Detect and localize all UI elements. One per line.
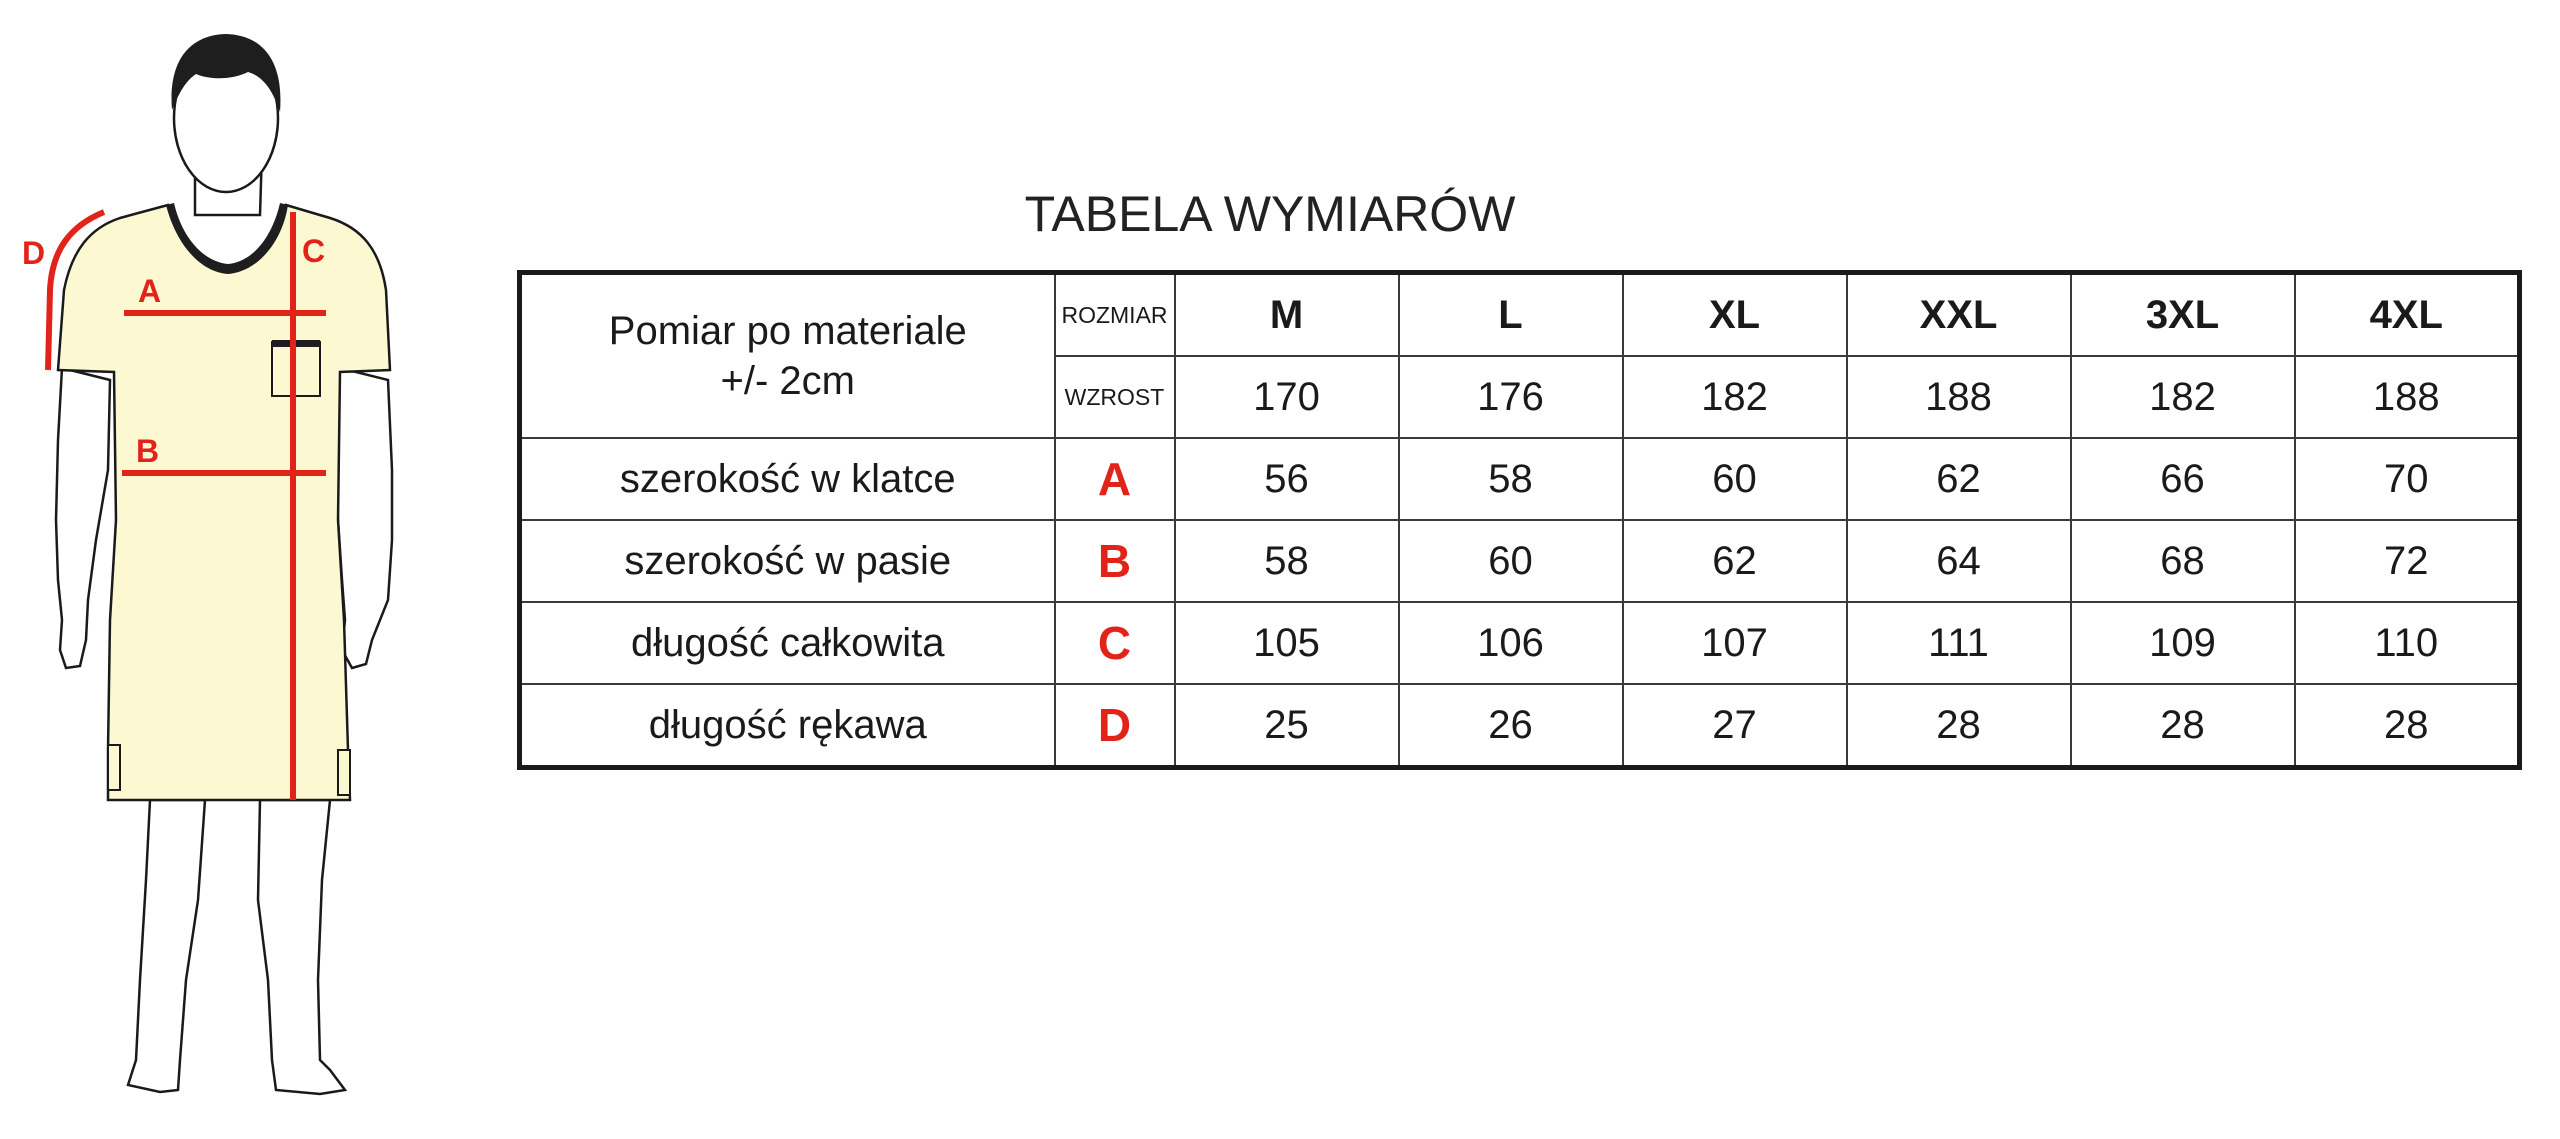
row-label: szerokość w pasie	[520, 520, 1055, 602]
height-value: 170	[1175, 356, 1399, 438]
cell-value: 28	[1847, 684, 2071, 768]
legs	[128, 800, 345, 1094]
size-header: XXL	[1847, 273, 2071, 357]
cell-value: 110	[2295, 602, 2520, 684]
height-value: 176	[1399, 356, 1623, 438]
size-row	[520, 273, 2520, 357]
height-value: 182	[1623, 356, 1847, 438]
size-header: 3XL	[2071, 273, 2295, 357]
cell-value: 68	[2071, 520, 2295, 602]
row-label: szerokość w klatce	[520, 438, 1055, 520]
height-value: 188	[2295, 356, 2520, 438]
cell-value: 62	[1847, 438, 2071, 520]
cell-value: 60	[1623, 438, 1847, 520]
cell-value: 106	[1399, 602, 1623, 684]
cell-value: 72	[2295, 520, 2520, 602]
cell-value: 26	[1399, 684, 1623, 768]
row-letter: D	[1055, 684, 1175, 768]
table-row	[520, 602, 2520, 684]
label-b: B	[136, 433, 160, 469]
row-letter: A	[1055, 438, 1175, 520]
cell-value: 111	[1847, 602, 2071, 684]
size-header: 4XL	[2295, 273, 2520, 357]
height-value: 182	[2071, 356, 2295, 438]
garment-figure	[0, 0, 420, 1139]
cell-value: 62	[1623, 520, 1847, 602]
label-a: A	[138, 273, 162, 309]
table-row	[520, 438, 2520, 520]
height-value: 188	[1847, 356, 2071, 438]
cell-value: 58	[1399, 438, 1623, 520]
cell-value: 56	[1175, 438, 1399, 520]
cell-value: 25	[1175, 684, 1399, 768]
row-label: długość całkowita	[520, 602, 1055, 684]
height-label: WZROST	[1055, 356, 1175, 438]
corner-line-2: +/- 2cm	[720, 359, 855, 403]
size-table	[517, 270, 2522, 770]
label-c: C	[302, 233, 326, 269]
cell-value: 105	[1175, 602, 1399, 684]
table-row	[520, 520, 2520, 602]
size-header: L	[1399, 273, 1623, 357]
label-d: D	[22, 235, 46, 271]
head	[172, 34, 281, 215]
cell-value: 28	[2071, 684, 2295, 768]
row-letter: C	[1055, 602, 1175, 684]
cell-value: 70	[2295, 438, 2520, 520]
row-letter: B	[1055, 520, 1175, 602]
size-header: XL	[1623, 273, 1847, 357]
size-label: ROZMIAR	[1055, 273, 1175, 357]
table-title: TABELA WYMIARÓW	[1024, 186, 1516, 242]
cell-value: 58	[1175, 520, 1399, 602]
cell-value: 109	[2071, 602, 2295, 684]
cell-value: 66	[2071, 438, 2295, 520]
cell-value: 107	[1623, 602, 1847, 684]
corner-cell	[520, 273, 1055, 439]
cell-value: 28	[2295, 684, 2520, 768]
cell-value: 27	[1623, 684, 1847, 768]
cell-value: 64	[1847, 520, 2071, 602]
size-header: M	[1175, 273, 1399, 357]
table-row	[520, 684, 2520, 768]
row-label: długość rękawa	[520, 684, 1055, 768]
cell-value: 60	[1399, 520, 1623, 602]
corner-line-1: Pomiar po materiale	[608, 309, 967, 353]
